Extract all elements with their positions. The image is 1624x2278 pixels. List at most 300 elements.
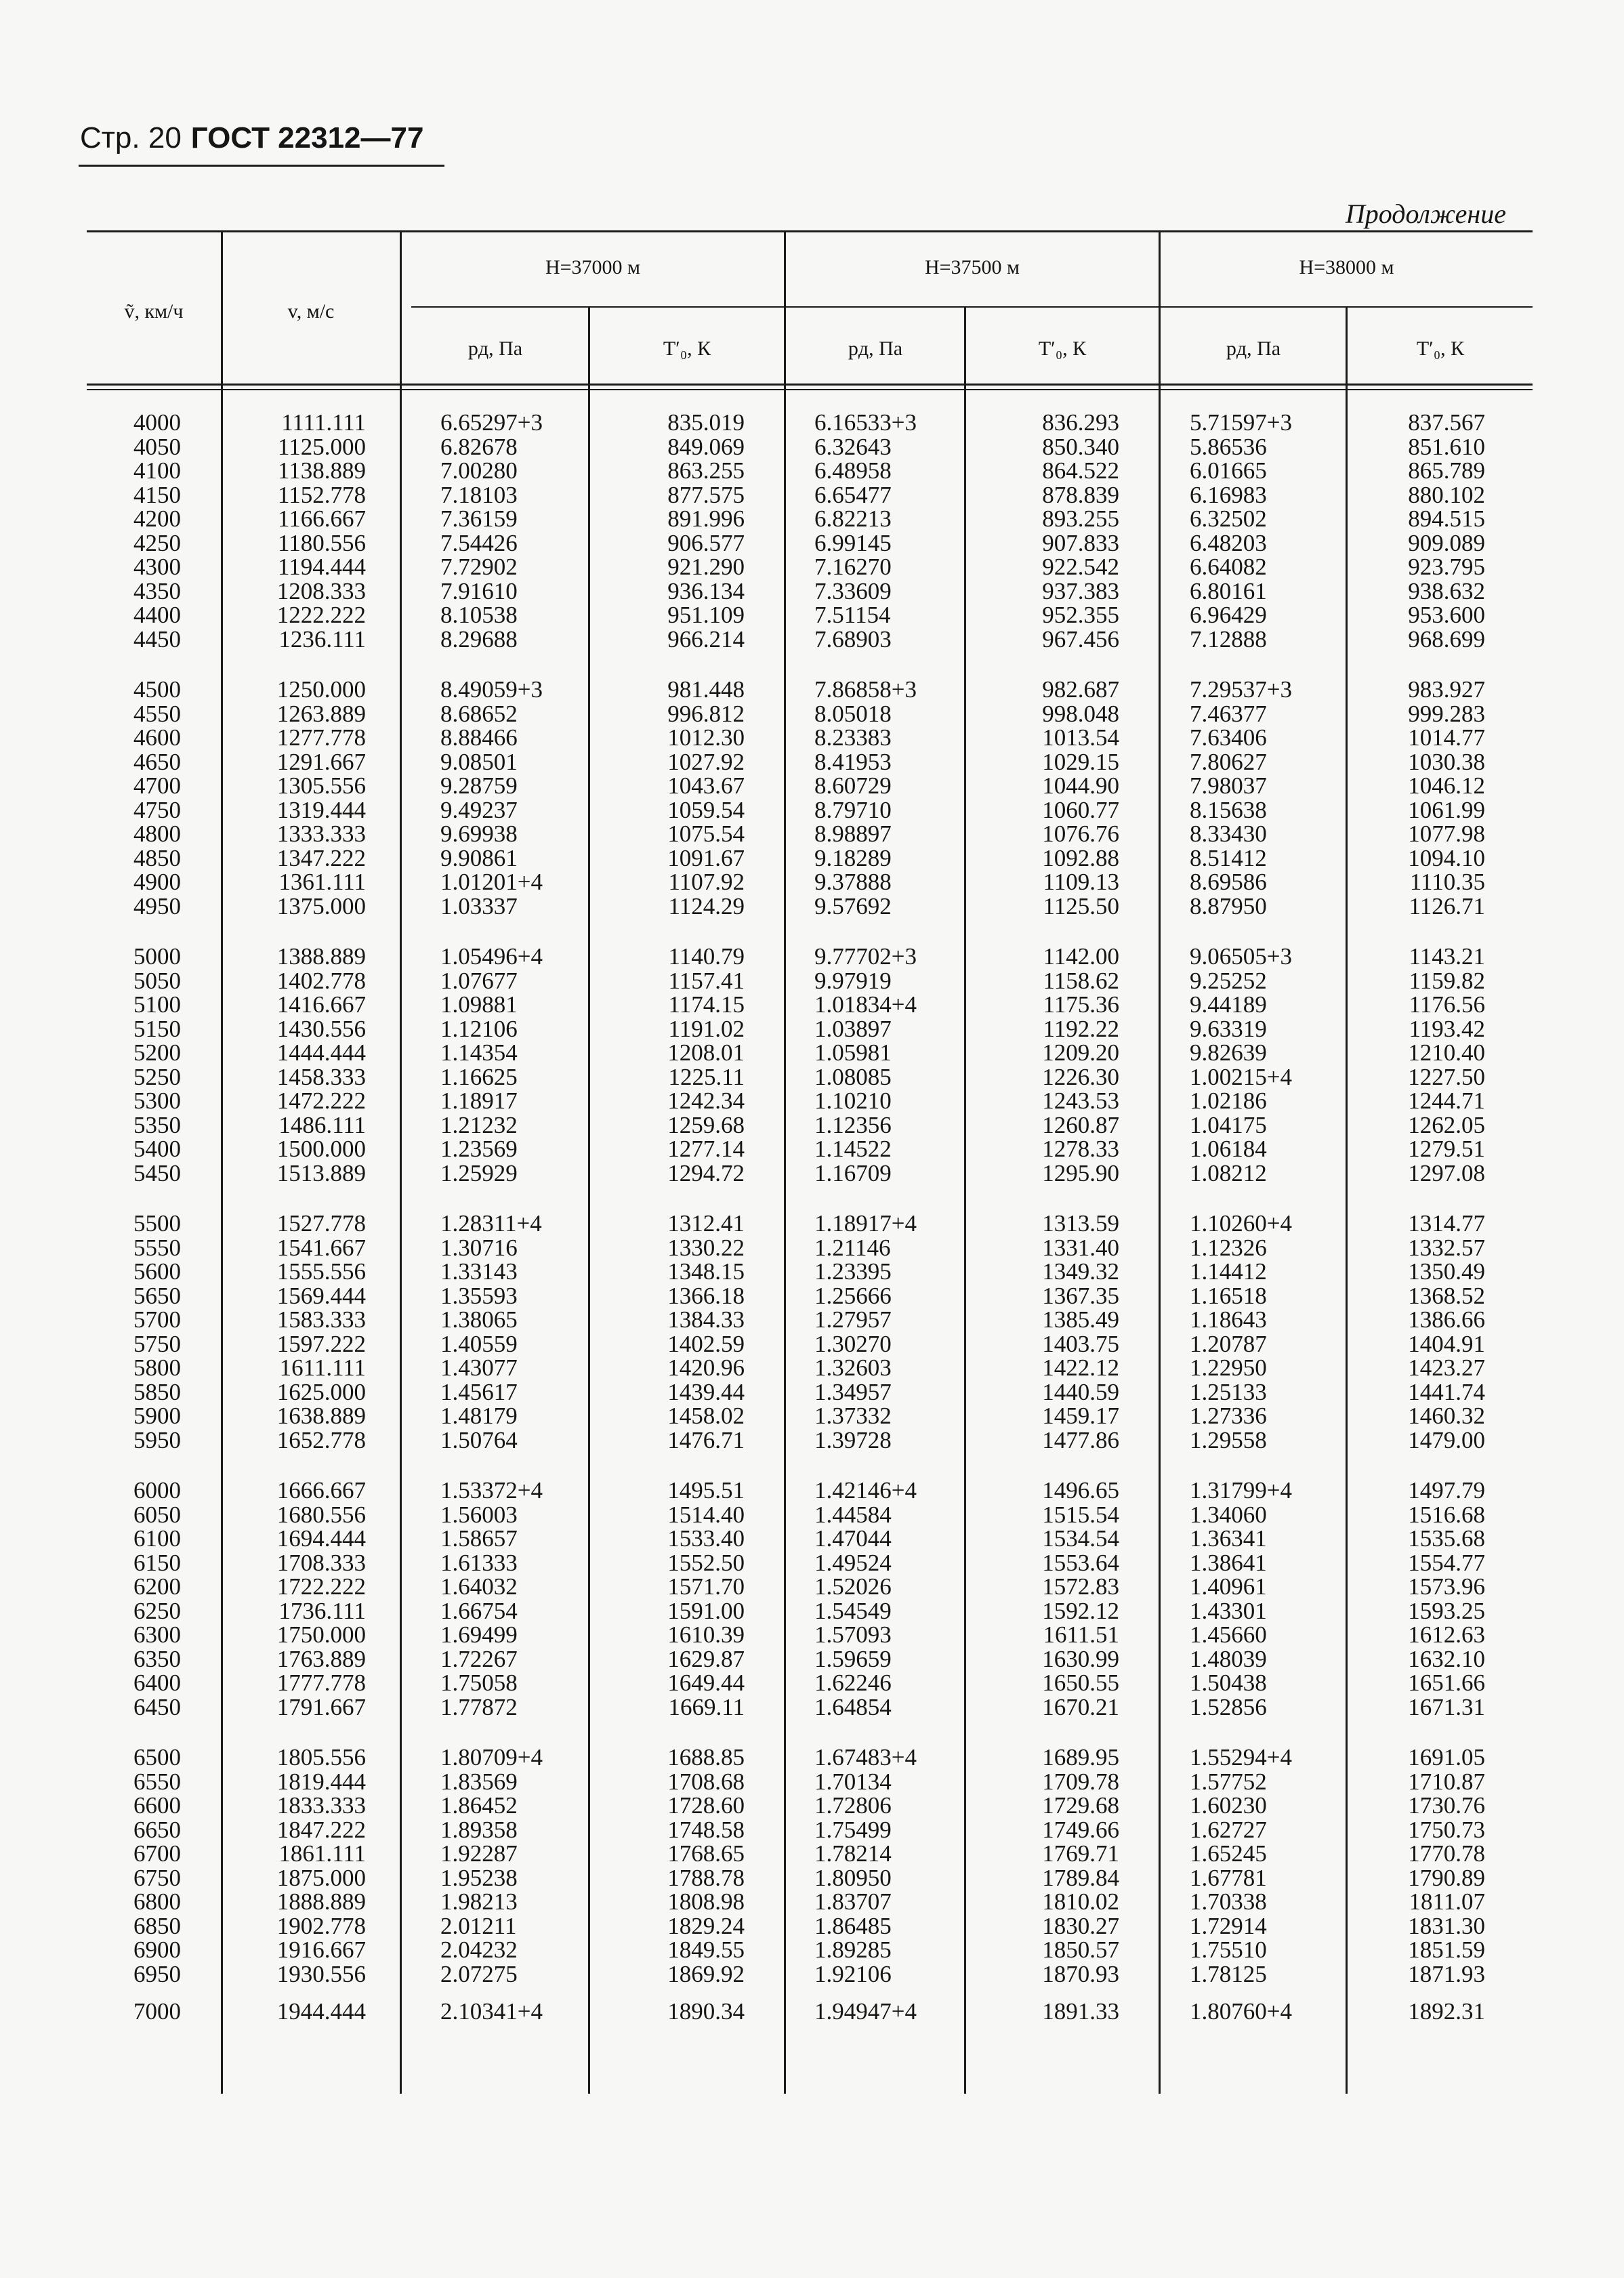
table-row bbox=[0, 846, 1624, 871]
cell-pressure-37500: 6.32643 bbox=[814, 433, 892, 460]
cell-pressure-37000: 1.53372+4 bbox=[440, 1477, 543, 1504]
cell-pressure-38000: 9.63319 bbox=[1190, 1015, 1267, 1042]
cell-temp-38000: 1851.59 bbox=[1408, 1937, 1485, 1963]
cell-speed-ms: 1722.222 bbox=[276, 1573, 366, 1600]
cell-temp-38000: 1193.42 bbox=[1409, 1015, 1485, 1042]
cell-speed-kmh: 5250 bbox=[133, 1063, 181, 1090]
cell-pressure-38000: 1.60230 bbox=[1190, 1792, 1267, 1819]
cell-pressure-37500: 1.27957 bbox=[814, 1306, 892, 1333]
cell-pressure-37000: 1.69499 bbox=[440, 1621, 518, 1648]
table-row bbox=[0, 993, 1624, 1017]
cell-temp-38000: 1262.05 bbox=[1408, 1111, 1485, 1138]
cell-speed-ms: 1888.889 bbox=[276, 1888, 366, 1915]
cell-pressure-37500: 8.23383 bbox=[814, 724, 892, 751]
cell-speed-ms: 1583.333 bbox=[276, 1306, 366, 1333]
cell-speed-kmh: 4750 bbox=[133, 796, 181, 823]
cell-speed-kmh: 7000 bbox=[133, 1998, 181, 2025]
cell-pressure-37500: 1.49524 bbox=[814, 1549, 892, 1576]
cell-speed-ms: 1472.222 bbox=[276, 1088, 366, 1114]
cell-pressure-37500: 7.68903 bbox=[814, 625, 892, 653]
cell-speed-kmh: 6450 bbox=[133, 1693, 181, 1720]
cell-temp-37000: 1829.24 bbox=[667, 1912, 745, 1939]
cell-pressure-37000: 1.89358 bbox=[440, 1816, 518, 1843]
cell-pressure-37500: 1.94947+4 bbox=[814, 1998, 917, 2025]
cell-temp-38000: 1691.05 bbox=[1408, 1744, 1485, 1770]
table-row bbox=[0, 435, 1624, 459]
cell-temp-37000: 951.109 bbox=[667, 602, 745, 628]
cell-speed-kmh: 5900 bbox=[133, 1403, 181, 1429]
cell-speed-ms: 1680.556 bbox=[276, 1501, 366, 1528]
table-row bbox=[0, 1575, 1624, 1599]
cell-temp-38000: 1210.40 bbox=[1408, 1039, 1485, 1066]
cell-speed-ms: 1277.778 bbox=[276, 724, 366, 751]
cell-temp-37500: 1592.12 bbox=[1042, 1597, 1119, 1624]
cell-temp-38000: 1227.50 bbox=[1408, 1063, 1485, 1090]
cell-temp-38000: 953.600 bbox=[1408, 602, 1485, 628]
cell-pressure-37500: 9.18289 bbox=[814, 844, 892, 871]
header-altitude-37500: H=37500 м bbox=[924, 256, 1020, 278]
table-row bbox=[0, 894, 1624, 919]
cell-pressure-37000: 7.18103 bbox=[440, 481, 518, 508]
cell-pressure-37000: 9.49237 bbox=[440, 796, 518, 823]
cell-speed-kmh: 4350 bbox=[133, 577, 181, 604]
cell-pressure-38000: 1.40961 bbox=[1190, 1573, 1267, 1600]
cell-pressure-37000: 1.48179 bbox=[440, 1403, 518, 1429]
cell-pressure-37500: 1.52026 bbox=[814, 1573, 892, 1600]
cell-pressure-37000: 8.29688 bbox=[440, 625, 518, 653]
cell-pressure-37000: 1.75058 bbox=[440, 1670, 518, 1696]
cell-speed-ms: 1652.778 bbox=[276, 1426, 366, 1453]
cell-temp-37500: 1403.75 bbox=[1042, 1330, 1119, 1357]
cell-pressure-37000: 1.03337 bbox=[440, 892, 518, 919]
cell-pressure-37000: 1.05496+4 bbox=[440, 943, 543, 970]
cell-pressure-38000: 7.63406 bbox=[1190, 724, 1267, 751]
page-number: Стр. 20 bbox=[80, 121, 182, 154]
cell-speed-ms: 1805.556 bbox=[276, 1744, 366, 1770]
cell-pressure-37000: 1.23569 bbox=[440, 1136, 518, 1162]
cell-pressure-38000: 5.71597+3 bbox=[1190, 409, 1292, 436]
page-header bbox=[80, 123, 423, 153]
cell-temp-37500: 1243.53 bbox=[1042, 1088, 1119, 1114]
cell-temp-37000: 981.448 bbox=[667, 676, 745, 703]
cell-temp-37000: 1402.59 bbox=[667, 1330, 745, 1357]
table-row bbox=[0, 2000, 1624, 2024]
cell-temp-37500: 1158.62 bbox=[1043, 967, 1119, 994]
cell-speed-ms: 1263.889 bbox=[276, 700, 366, 727]
cell-temp-37000: 1208.01 bbox=[667, 1039, 745, 1066]
cell-speed-kmh: 5600 bbox=[133, 1258, 181, 1285]
cell-speed-kmh: 4800 bbox=[133, 821, 181, 847]
cell-pressure-37500: 7.86858+3 bbox=[814, 676, 917, 703]
cell-speed-kmh: 4000 bbox=[133, 409, 181, 436]
cell-pressure-37500: 6.99145 bbox=[814, 529, 892, 556]
cell-pressure-37500: 1.42146+4 bbox=[814, 1477, 917, 1504]
cell-temp-38000: 1612.63 bbox=[1408, 1621, 1485, 1648]
cell-speed-ms: 1291.667 bbox=[276, 748, 366, 775]
cell-temp-37000: 1571.70 bbox=[667, 1573, 745, 1600]
cell-pressure-38000: 1.34060 bbox=[1190, 1501, 1267, 1528]
cell-pressure-38000: 9.82639 bbox=[1190, 1039, 1267, 1066]
cell-temp-37000: 1075.54 bbox=[667, 821, 745, 847]
cell-temp-37500: 1367.35 bbox=[1042, 1282, 1119, 1309]
cell-temp-38000: 1871.93 bbox=[1408, 1960, 1485, 1987]
cell-speed-kmh: 6650 bbox=[133, 1816, 181, 1843]
cell-pressure-38000: 1.25133 bbox=[1190, 1378, 1267, 1405]
cell-speed-ms: 1125.000 bbox=[278, 433, 366, 460]
cell-temp-38000: 1143.21 bbox=[1409, 943, 1485, 970]
cell-temp-38000: 1386.66 bbox=[1408, 1306, 1485, 1333]
table-row bbox=[0, 678, 1624, 702]
cell-pressure-37000: 9.28759 bbox=[440, 772, 518, 799]
cell-pressure-37500: 1.18917+4 bbox=[814, 1210, 917, 1237]
cell-temp-38000: 999.283 bbox=[1408, 700, 1485, 727]
cell-temp-37000: 1476.71 bbox=[667, 1426, 745, 1453]
cell-temp-37500: 1810.02 bbox=[1042, 1888, 1119, 1915]
cell-temp-38000: 923.795 bbox=[1408, 554, 1485, 580]
cell-temp-37500: 1331.40 bbox=[1042, 1234, 1119, 1261]
cell-speed-ms: 1194.444 bbox=[278, 554, 366, 580]
cell-speed-ms: 1666.667 bbox=[276, 1477, 366, 1504]
cell-pressure-38000: 1.80760+4 bbox=[1190, 1998, 1292, 2025]
cell-speed-ms: 1791.667 bbox=[276, 1693, 366, 1720]
cell-temp-37500: 836.293 bbox=[1042, 409, 1119, 436]
cell-pressure-37500: 1.23395 bbox=[814, 1258, 892, 1285]
cell-temp-37000: 1174.15 bbox=[668, 991, 745, 1018]
cell-speed-ms: 1458.333 bbox=[276, 1063, 366, 1090]
cell-pressure-37500: 1.16709 bbox=[814, 1159, 892, 1186]
cell-temp-37000: 1610.39 bbox=[667, 1621, 745, 1648]
cell-pressure-37000: 6.65297+3 bbox=[440, 409, 543, 436]
table-row bbox=[0, 1041, 1624, 1065]
cell-pressure-37000: 1.72267 bbox=[440, 1645, 518, 1672]
cell-speed-kmh: 6150 bbox=[133, 1549, 181, 1576]
cell-temp-37000: 1294.72 bbox=[667, 1159, 745, 1186]
cell-pressure-37500: 6.65477 bbox=[814, 481, 892, 508]
cell-speed-kmh: 6250 bbox=[133, 1597, 181, 1624]
cell-speed-kmh: 5100 bbox=[133, 991, 181, 1018]
cell-temp-38000: 1671.31 bbox=[1408, 1693, 1485, 1720]
cell-pressure-37000: 2.07275 bbox=[440, 1960, 518, 1987]
cell-pressure-38000: 1.67781 bbox=[1190, 1864, 1267, 1891]
cell-speed-ms: 1861.111 bbox=[278, 1840, 366, 1867]
cell-speed-kmh: 4550 bbox=[133, 700, 181, 727]
table-row bbox=[0, 1623, 1624, 1647]
cell-speed-ms: 1180.556 bbox=[278, 529, 366, 556]
cell-speed-ms: 1138.889 bbox=[278, 457, 366, 484]
cell-temp-37500: 1226.30 bbox=[1042, 1063, 1119, 1090]
cell-pressure-38000: 1.08212 bbox=[1190, 1159, 1267, 1186]
table-row bbox=[0, 1017, 1624, 1041]
cell-pressure-37500: 7.16270 bbox=[814, 554, 892, 580]
table-row bbox=[0, 1647, 1624, 1672]
cell-pressure-38000: 1.31799+4 bbox=[1190, 1477, 1292, 1504]
cell-pressure-38000: 1.18643 bbox=[1190, 1306, 1267, 1333]
cell-temp-37500: 1830.27 bbox=[1042, 1912, 1119, 1939]
cell-pressure-38000: 7.12888 bbox=[1190, 625, 1267, 653]
table-row bbox=[0, 1866, 1624, 1890]
cell-pressure-38000: 1.02186 bbox=[1190, 1088, 1267, 1114]
cell-pressure-37000: 8.68652 bbox=[440, 700, 518, 727]
cell-speed-ms: 1166.667 bbox=[278, 505, 366, 532]
cell-pressure-37500: 1.01834+4 bbox=[814, 991, 917, 1018]
cell-temp-37500: 1870.93 bbox=[1042, 1960, 1119, 1987]
table-row bbox=[0, 1818, 1624, 1842]
cell-speed-ms: 1638.889 bbox=[276, 1403, 366, 1429]
table-row bbox=[0, 1113, 1624, 1138]
cell-speed-ms: 1541.667 bbox=[276, 1234, 366, 1261]
cell-speed-ms: 1333.333 bbox=[276, 821, 366, 847]
table-row bbox=[0, 1212, 1624, 1236]
cell-speed-kmh: 5500 bbox=[133, 1210, 181, 1237]
table-row bbox=[0, 750, 1624, 774]
cell-speed-ms: 1555.556 bbox=[276, 1258, 366, 1285]
cell-pressure-37500: 1.62246 bbox=[814, 1670, 892, 1696]
cell-pressure-37000: 2.10341+4 bbox=[440, 1998, 543, 2025]
cell-temp-37500: 982.687 bbox=[1042, 676, 1119, 703]
cell-temp-37500: 1611.51 bbox=[1043, 1621, 1119, 1648]
cell-temp-37000: 1091.67 bbox=[667, 844, 745, 871]
cell-temp-37000: 966.214 bbox=[667, 625, 745, 653]
cell-pressure-38000: 1.45660 bbox=[1190, 1621, 1267, 1648]
table-row bbox=[0, 1890, 1624, 1914]
cell-temp-37500: 1630.99 bbox=[1042, 1645, 1119, 1672]
cell-pressure-38000: 7.46377 bbox=[1190, 700, 1267, 727]
cell-speed-ms: 1708.333 bbox=[276, 1549, 366, 1576]
cell-pressure-37000: 1.64032 bbox=[440, 1573, 518, 1600]
header-underline bbox=[79, 165, 444, 167]
cell-pressure-37500: 9.57692 bbox=[814, 892, 892, 919]
cell-pressure-38000: 1.29558 bbox=[1190, 1426, 1267, 1453]
cell-temp-38000: 1061.99 bbox=[1408, 796, 1485, 823]
cell-speed-ms: 1305.556 bbox=[276, 772, 366, 799]
cell-temp-38000: 851.610 bbox=[1408, 433, 1485, 460]
cell-temp-37500: 1534.54 bbox=[1042, 1525, 1119, 1552]
header-altitude-38000: H=38000 м bbox=[1299, 256, 1394, 278]
cell-temp-37500: 1572.83 bbox=[1042, 1573, 1119, 1600]
cell-pressure-38000: 1.72914 bbox=[1190, 1912, 1267, 1939]
cell-temp-37500: 1650.55 bbox=[1042, 1670, 1119, 1696]
cell-speed-ms: 1222.222 bbox=[276, 602, 366, 628]
cell-speed-ms: 1625.000 bbox=[276, 1378, 366, 1405]
header-speed-kmh: ṽ, км/ч bbox=[124, 300, 184, 323]
cell-temp-38000: 1094.10 bbox=[1408, 844, 1485, 871]
table-row bbox=[0, 969, 1624, 993]
cell-speed-kmh: 5350 bbox=[133, 1111, 181, 1138]
cell-pressure-37500: 7.33609 bbox=[814, 577, 892, 604]
header-temp-2: T′₀, К bbox=[1038, 337, 1087, 360]
cell-pressure-38000: 6.64082 bbox=[1190, 554, 1267, 580]
cell-pressure-37500: 9.37888 bbox=[814, 869, 892, 895]
table-row bbox=[0, 774, 1624, 798]
table-row bbox=[0, 798, 1624, 823]
cell-temp-38000: 1423.27 bbox=[1408, 1354, 1485, 1381]
cell-speed-kmh: 4850 bbox=[133, 844, 181, 871]
cell-pressure-37000: 1.18917 bbox=[440, 1088, 518, 1114]
cell-pressure-37000: 1.35593 bbox=[440, 1282, 518, 1309]
table-row bbox=[0, 411, 1624, 435]
cell-pressure-37500: 1.64854 bbox=[814, 1693, 892, 1720]
cell-pressure-37500: 9.97919 bbox=[814, 967, 892, 994]
cell-temp-38000: 1332.57 bbox=[1408, 1234, 1485, 1261]
cell-speed-kmh: 4900 bbox=[133, 869, 181, 895]
cell-temp-37500: 1125.50 bbox=[1043, 892, 1119, 919]
cell-temp-37500: 1496.65 bbox=[1042, 1477, 1119, 1504]
cell-temp-37000: 1330.22 bbox=[667, 1234, 745, 1261]
cell-temp-37000: 1348.15 bbox=[667, 1258, 745, 1285]
cell-temp-37000: 1533.40 bbox=[667, 1525, 745, 1552]
cell-temp-37500: 1192.22 bbox=[1043, 1015, 1119, 1042]
cell-temp-37500: 967.456 bbox=[1042, 625, 1119, 653]
cell-pressure-37500: 1.12356 bbox=[814, 1111, 892, 1138]
cell-temp-38000: 1750.73 bbox=[1408, 1816, 1485, 1843]
table-row bbox=[0, 1356, 1624, 1380]
cell-temp-37000: 1748.58 bbox=[667, 1816, 745, 1843]
cell-temp-38000: 837.567 bbox=[1408, 409, 1485, 436]
cell-pressure-38000: 1.55294+4 bbox=[1190, 1744, 1292, 1770]
cell-pressure-37000: 9.69938 bbox=[440, 821, 518, 847]
cell-speed-kmh: 4300 bbox=[133, 554, 181, 580]
cell-temp-37500: 1349.32 bbox=[1042, 1258, 1119, 1285]
cell-speed-ms: 1361.111 bbox=[278, 869, 366, 895]
cell-temp-37000: 849.069 bbox=[667, 433, 745, 460]
cell-temp-37500: 1891.33 bbox=[1042, 1998, 1119, 2025]
cell-pressure-38000: 7.80627 bbox=[1190, 748, 1267, 775]
cell-pressure-37500: 6.48958 bbox=[814, 457, 892, 484]
table-row bbox=[0, 1137, 1624, 1161]
cell-pressure-37500: 1.08085 bbox=[814, 1063, 892, 1090]
cell-pressure-37500: 1.78214 bbox=[814, 1840, 892, 1867]
cell-pressure-37000: 7.36159 bbox=[440, 505, 518, 532]
cell-speed-ms: 1597.222 bbox=[276, 1330, 366, 1357]
cell-temp-37500: 1709.78 bbox=[1042, 1768, 1119, 1795]
cell-temp-37500: 1209.20 bbox=[1042, 1039, 1119, 1066]
cell-temp-37000: 1708.68 bbox=[667, 1768, 745, 1795]
cell-pressure-37000: 2.04232 bbox=[440, 1937, 518, 1963]
cell-pressure-38000: 8.15638 bbox=[1190, 796, 1267, 823]
cell-temp-38000: 1077.98 bbox=[1408, 821, 1485, 847]
cell-pressure-37500: 1.80950 bbox=[814, 1864, 892, 1891]
header-bottom-rule-2 bbox=[87, 389, 1533, 390]
cell-speed-ms: 1902.778 bbox=[276, 1912, 366, 1939]
cell-pressure-37000: 1.56003 bbox=[440, 1501, 518, 1528]
cell-pressure-37000: 1.58657 bbox=[440, 1525, 518, 1552]
table-row bbox=[0, 1695, 1624, 1720]
cell-pressure-37500: 1.59659 bbox=[814, 1645, 892, 1672]
cell-speed-ms: 1750.000 bbox=[276, 1621, 366, 1648]
cell-temp-37000: 1107.92 bbox=[668, 869, 745, 895]
cell-temp-38000: 983.927 bbox=[1408, 676, 1485, 703]
cell-pressure-37000: 1.86452 bbox=[440, 1792, 518, 1819]
cell-temp-38000: 1046.12 bbox=[1408, 772, 1485, 799]
table-row bbox=[0, 1599, 1624, 1623]
cell-speed-ms: 1777.778 bbox=[276, 1670, 366, 1696]
cell-pressure-37000: 1.25929 bbox=[440, 1159, 518, 1186]
cell-temp-37500: 1109.13 bbox=[1043, 869, 1119, 895]
table-row bbox=[0, 1478, 1624, 1503]
group-rule bbox=[411, 306, 1533, 308]
cell-temp-37000: 1027.92 bbox=[667, 748, 745, 775]
cell-temp-38000: 1479.00 bbox=[1408, 1426, 1485, 1453]
cell-pressure-37000: 1.38065 bbox=[440, 1306, 518, 1333]
cell-temp-38000: 1030.38 bbox=[1408, 748, 1485, 775]
table-row bbox=[0, 1161, 1624, 1186]
cell-pressure-37000: 1.61333 bbox=[440, 1549, 518, 1576]
cell-speed-kmh: 6550 bbox=[133, 1768, 181, 1795]
cell-speed-ms: 1111.111 bbox=[281, 409, 366, 436]
cell-temp-38000: 1632.10 bbox=[1408, 1645, 1485, 1672]
table-row bbox=[0, 531, 1624, 556]
cell-speed-kmh: 5750 bbox=[133, 1330, 181, 1357]
cell-temp-37500: 1313.59 bbox=[1042, 1210, 1119, 1237]
cell-speed-kmh: 6850 bbox=[133, 1912, 181, 1939]
cell-pressure-38000: 1.38641 bbox=[1190, 1549, 1267, 1576]
cell-temp-37000: 1629.87 bbox=[667, 1645, 745, 1672]
cell-temp-37500: 937.383 bbox=[1042, 577, 1119, 604]
table-row bbox=[0, 483, 1624, 508]
cell-temp-37000: 1312.41 bbox=[667, 1210, 745, 1237]
cell-temp-37500: 1459.17 bbox=[1042, 1403, 1119, 1429]
cell-pressure-37000: 1.95238 bbox=[440, 1864, 518, 1891]
cell-temp-37000: 1768.65 bbox=[667, 1840, 745, 1867]
cell-temp-37000: 1043.67 bbox=[667, 772, 745, 799]
cell-speed-kmh: 5550 bbox=[133, 1234, 181, 1261]
cell-pressure-37500: 1.75499 bbox=[814, 1816, 892, 1843]
cell-pressure-37000: 1.98213 bbox=[440, 1888, 518, 1915]
cell-pressure-37500: 1.47044 bbox=[814, 1525, 892, 1552]
cell-temp-37500: 1422.12 bbox=[1042, 1354, 1119, 1381]
cell-temp-38000: 1297.08 bbox=[1408, 1159, 1485, 1186]
cell-speed-kmh: 6700 bbox=[133, 1840, 181, 1867]
cell-temp-38000: 1831.30 bbox=[1408, 1912, 1485, 1939]
cell-pressure-37000: 1.92287 bbox=[440, 1840, 518, 1867]
cell-temp-37500: 850.340 bbox=[1042, 433, 1119, 460]
cell-pressure-37000: 1.21232 bbox=[440, 1111, 518, 1138]
cell-pressure-37000: 1.30716 bbox=[440, 1234, 518, 1261]
cell-pressure-38000: 5.86536 bbox=[1190, 433, 1267, 460]
cell-pressure-38000: 8.51412 bbox=[1190, 844, 1267, 871]
cell-pressure-37500: 1.39728 bbox=[814, 1426, 892, 1453]
cell-temp-37000: 1552.50 bbox=[667, 1549, 745, 1576]
cell-temp-38000: 1710.87 bbox=[1408, 1768, 1485, 1795]
cell-pressure-37500: 1.92106 bbox=[814, 1960, 892, 1987]
cell-speed-ms: 1430.556 bbox=[276, 1015, 366, 1042]
cell-temp-37500: 1553.64 bbox=[1042, 1549, 1119, 1576]
cell-pressure-37000: 9.08501 bbox=[440, 748, 518, 775]
cell-pressure-37500: 1.21146 bbox=[814, 1234, 891, 1261]
table-row bbox=[0, 1938, 1624, 1962]
cell-speed-kmh: 5700 bbox=[133, 1306, 181, 1333]
cell-pressure-38000: 1.52856 bbox=[1190, 1693, 1267, 1720]
cell-temp-37500: 1060.77 bbox=[1042, 796, 1119, 823]
cell-temp-38000: 1126.71 bbox=[1409, 892, 1485, 919]
table-row bbox=[0, 1962, 1624, 1987]
cell-temp-37000: 1849.55 bbox=[667, 1937, 745, 1963]
cell-pressure-37500: 1.14522 bbox=[814, 1136, 892, 1162]
cell-pressure-37500: 1.86485 bbox=[814, 1912, 892, 1939]
cell-speed-ms: 1444.444 bbox=[276, 1039, 366, 1066]
cell-speed-kmh: 6800 bbox=[133, 1888, 181, 1915]
header-temp-3: T′₀, К bbox=[1416, 337, 1465, 360]
cell-temp-37500: 893.255 bbox=[1042, 505, 1119, 532]
table-row bbox=[0, 1671, 1624, 1695]
cell-speed-ms: 1833.333 bbox=[276, 1792, 366, 1819]
cell-temp-38000: 1573.96 bbox=[1408, 1573, 1485, 1600]
cell-temp-38000: 1730.76 bbox=[1408, 1792, 1485, 1819]
cell-temp-38000: 1014.77 bbox=[1408, 724, 1485, 751]
cell-pressure-38000: 1.14412 bbox=[1190, 1258, 1267, 1285]
cell-pressure-37000: 1.66754 bbox=[440, 1597, 518, 1624]
table-row bbox=[0, 579, 1624, 604]
